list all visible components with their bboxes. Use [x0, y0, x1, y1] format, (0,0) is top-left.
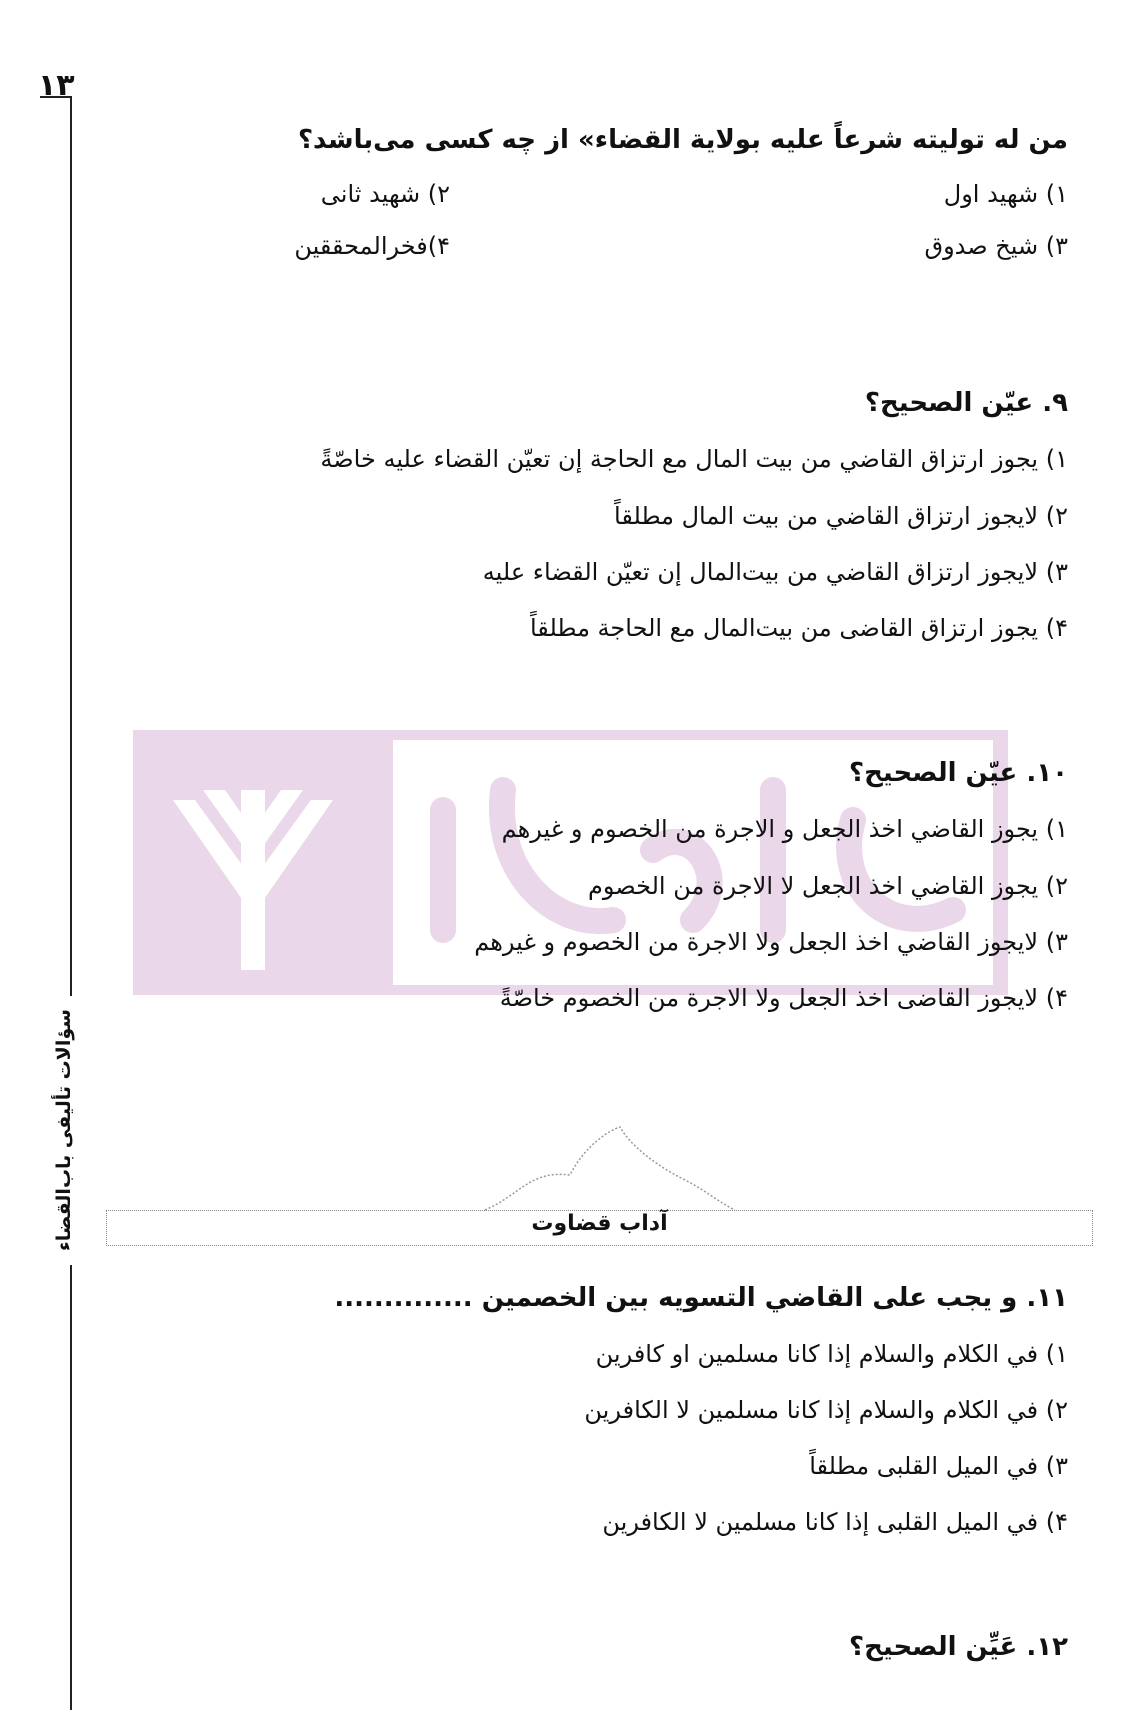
- question-12-text: ۱۲. عَیِّن الصحیح؟: [849, 1632, 1068, 1662]
- margin-rule-bottom: [70, 1265, 72, 1710]
- q11-option-4: ۴) في المیل القلبی إذا کانا مسلمین لا الکافرین: [602, 1508, 1068, 1536]
- q9-option-1: ۱) یجوز ارتزاق القاضي من بیت المال مع الحاجة إن تعیّن القضاء علیه خاصّةً: [320, 445, 1068, 473]
- chapter-side-title: سؤالات تألیفی باب‌القضاء: [53, 1009, 75, 1251]
- question-9-text: ۹. عیّن الصحیح؟: [864, 388, 1068, 418]
- q8-option-3: ۳) شیخ صدوق: [924, 232, 1068, 260]
- margin-rule-tick: [40, 96, 71, 98]
- q9-option-2: ۲) لایجوز ارتزاق القاضي من بیت المال مطلقاً: [614, 502, 1068, 530]
- page-number: ۱۳: [38, 68, 75, 103]
- q10-option-3: ۳) لایجوز القاضي اخذ الجعل ولا الاجرة من الخصوم و غیرهم: [474, 928, 1068, 956]
- q10-option-2: ۲) یجوز القاضي اخذ الجعل لا الاجرة من الخصوم: [588, 872, 1068, 900]
- q8-option-2: ۲) شهید ثانی: [320, 180, 450, 208]
- question-8-text: من له تولیته شرعاً علیه بولایة القضاء» از چه کسی می‌باشد؟: [297, 125, 1068, 155]
- question-10-text: ۱۰. عیّن الصحیح؟: [849, 758, 1068, 788]
- section-title: آداب قضاوت: [531, 1211, 668, 1236]
- q9-option-3: ۳) لایجوز ارتزاق القاضي من بیت‌المال إن تعیّن القضاء علیه: [482, 558, 1068, 586]
- margin-rule-top: [70, 96, 72, 996]
- q11-option-1: ۱) في الکلام والسلام إذا کانا مسلمین او کافرین: [595, 1340, 1068, 1368]
- q10-option-4: ۴) لایجوز القاضی اخذ الجعل ولا الاجرة من الخصوم خاصّةً: [499, 984, 1068, 1012]
- q11-option-3: ۳) في المیل القلبی مطلقاً: [809, 1452, 1068, 1480]
- q9-option-4: ۴) یجوز ارتزاق القاضی من بیت‌المال مع الحاجة مطلقاً: [529, 614, 1068, 642]
- section-header-box: [106, 1210, 1093, 1246]
- q11-option-2: ۲) في الکلام والسلام إذا کانا مسلمین لا الکافرین: [584, 1396, 1068, 1424]
- q10-option-1: ۱) یجوز القاضي اخذ الجعل و الاجرة من الخصوم و غیرهم: [501, 815, 1068, 843]
- question-11-text: ۱۱. و یجب علی القاضي التسویه بین الخصمین ..............: [334, 1283, 1068, 1313]
- q8-option-1: ۱) شهید اول: [943, 180, 1068, 208]
- section-ornament-icon: [480, 1125, 740, 1215]
- q8-option-4: ۴)فخرالمحققین: [294, 232, 450, 260]
